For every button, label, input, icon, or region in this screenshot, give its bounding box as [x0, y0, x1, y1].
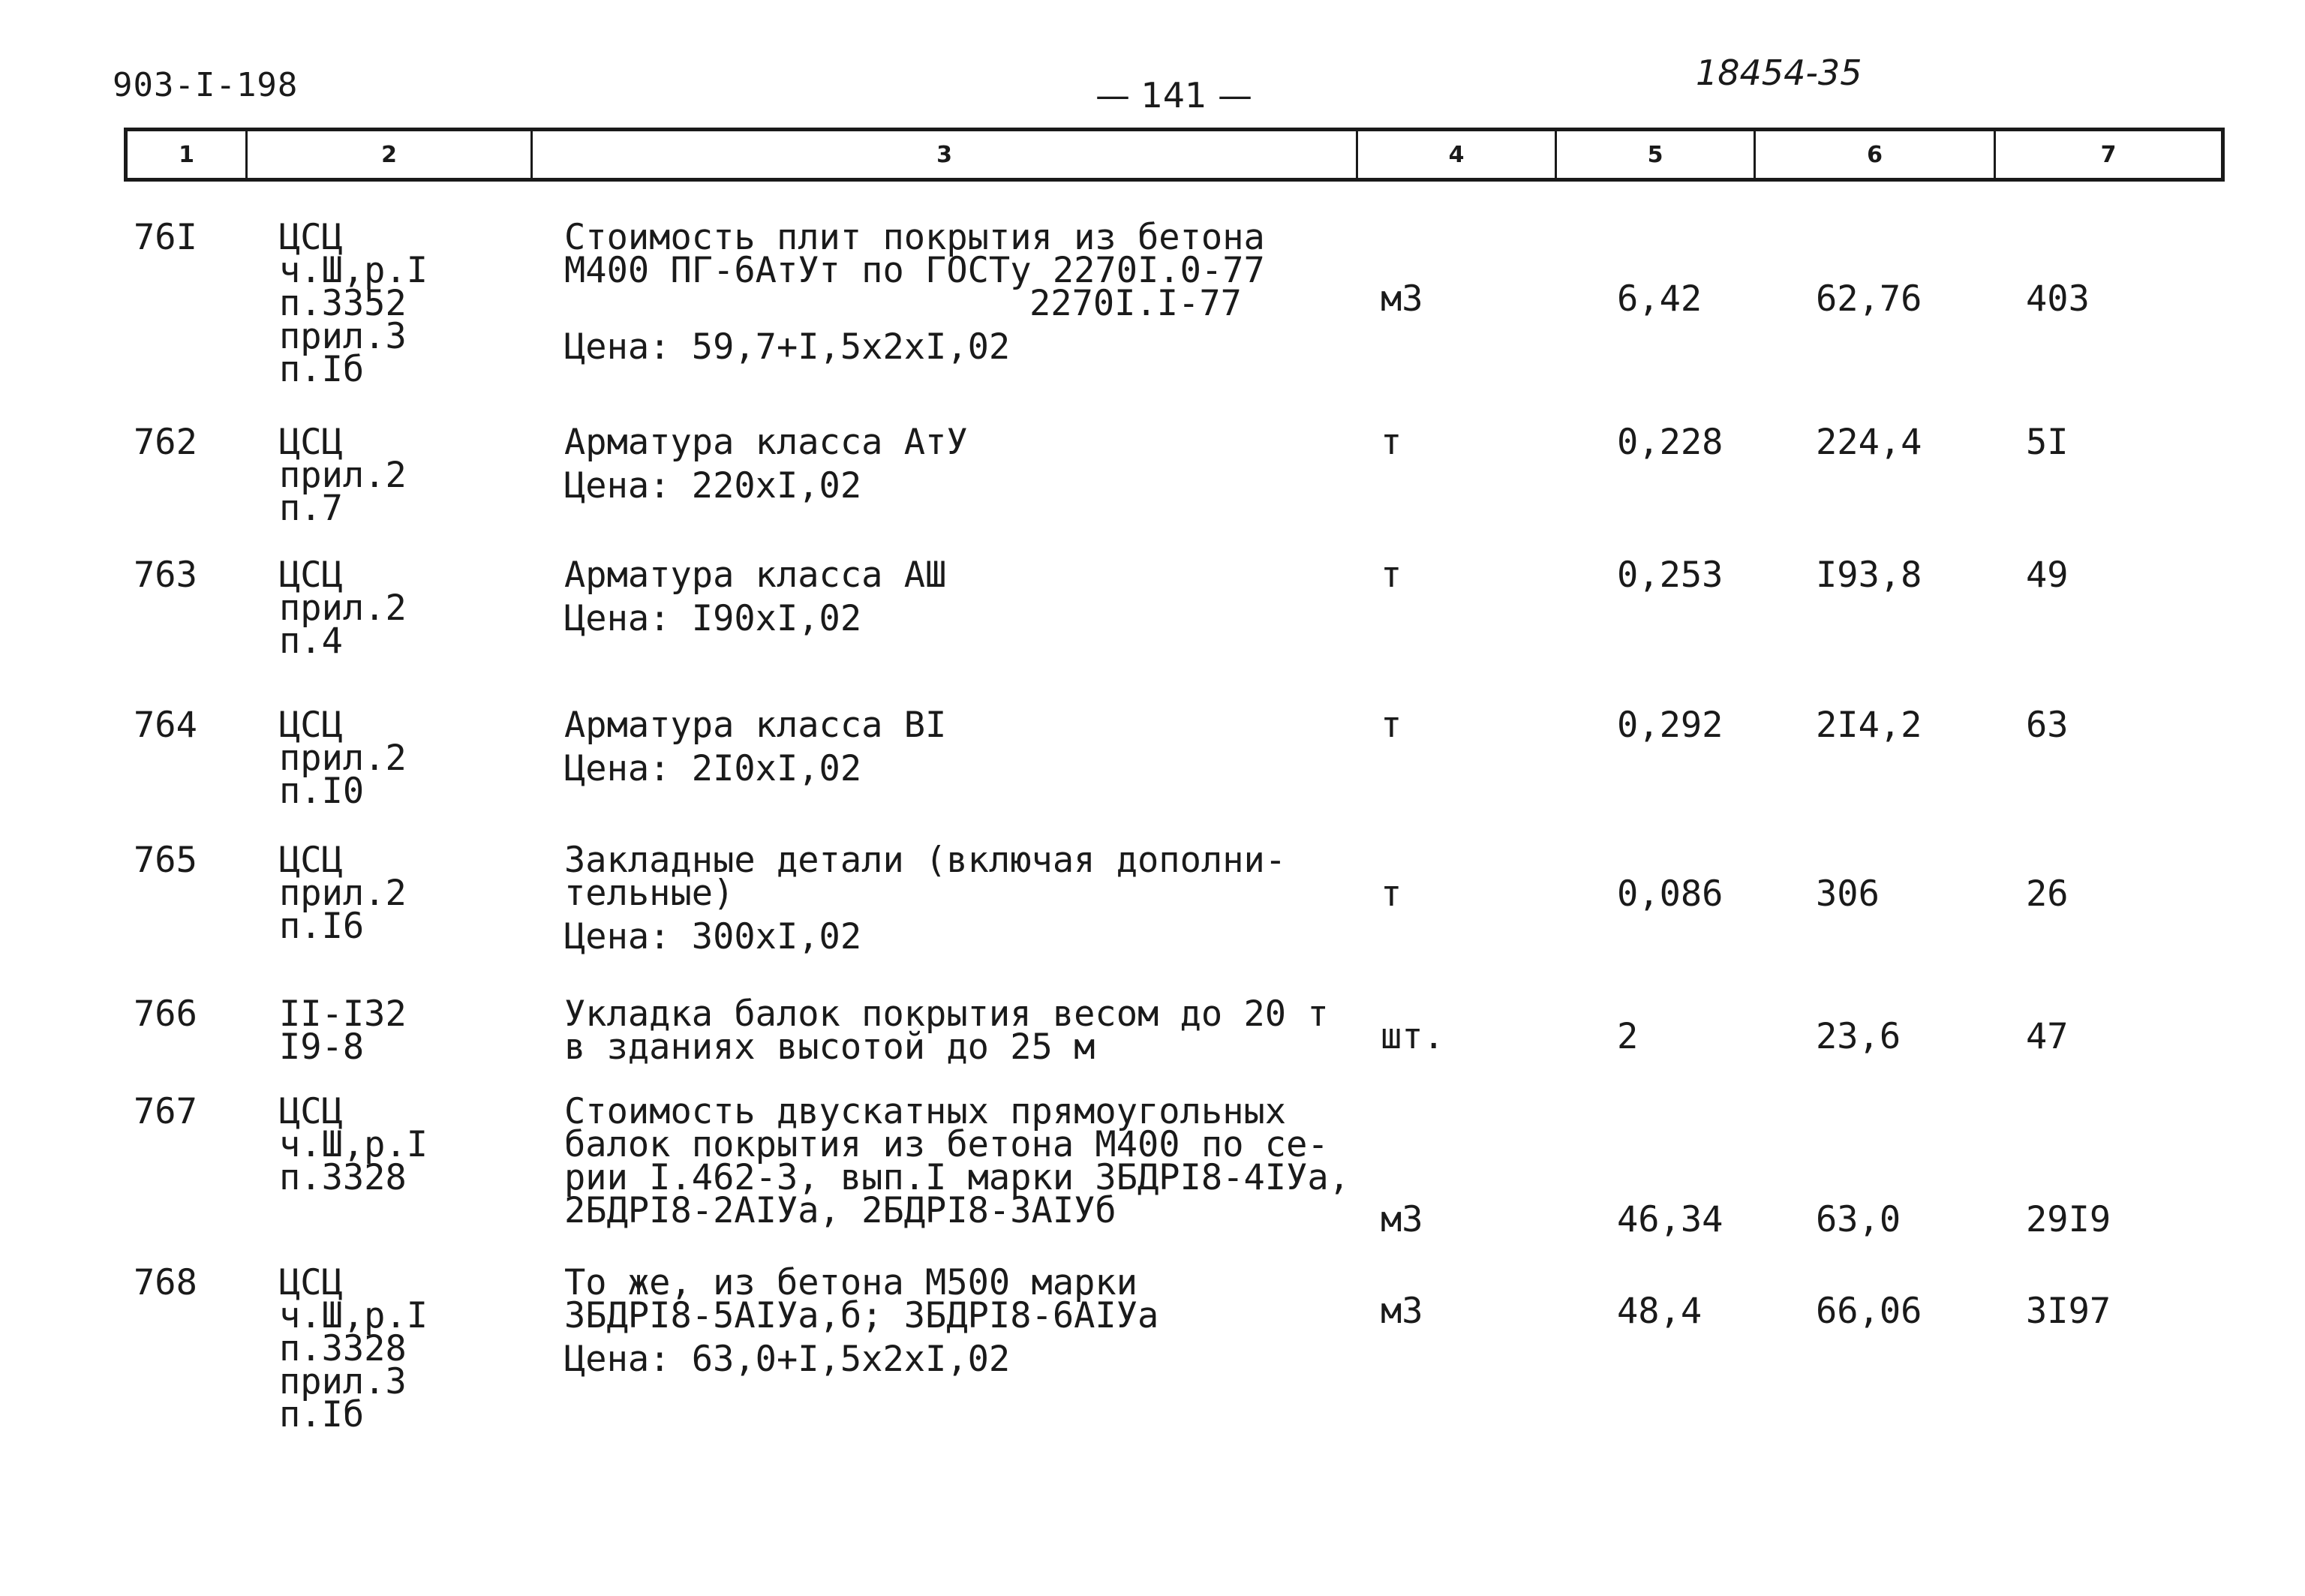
row-quantity: 0,253	[1617, 555, 1723, 596]
row-unit: м3	[1381, 278, 1423, 320]
column-header-row	[124, 128, 2225, 182]
row-number: 768	[134, 1262, 197, 1303]
description-line: Стоимость плит покрытия из бетона	[564, 217, 1265, 258]
row-number: 766	[134, 993, 197, 1035]
row-description	[564, 217, 1265, 368]
reference-number: 18454-35	[1696, 53, 1862, 93]
row-total: 49	[2026, 555, 2069, 596]
column-header-3: 3	[533, 131, 1358, 178]
column-header-4: 4	[1358, 131, 1557, 178]
row-source: ЦСЦ прил.2 п.7	[279, 422, 407, 529]
row-unit-price: 2I4,2	[1816, 705, 1922, 746]
row-unit: т	[1381, 422, 1402, 463]
row-quantity: 2	[1617, 1016, 1639, 1057]
row-unit-price: 62,76	[1816, 278, 1922, 320]
row-number: 765	[134, 840, 197, 881]
column-header-5: 5	[1557, 131, 1756, 178]
row-description	[564, 1091, 1350, 1231]
row-unit: т	[1381, 705, 1402, 746]
page-number: — 141 —	[1095, 75, 1253, 116]
description-line: М400 ПГ-6АтУт по ГОСТу 2270I.0-77	[564, 250, 1265, 291]
row-total: 47	[2026, 1016, 2069, 1057]
row-source: ЦСЦ прил.2 п.I0	[279, 705, 407, 812]
row-total: 403	[2026, 278, 2090, 320]
row-total: 63	[2026, 705, 2069, 746]
description-line: в зданиях высотой до 25 м	[564, 1026, 1095, 1068]
row-number: 76I	[134, 217, 197, 258]
row-unit-price: I93,8	[1816, 555, 1922, 596]
row-unit: т	[1381, 873, 1402, 915]
description-line: Арматура класса АтУ	[564, 422, 968, 463]
row-quantity: 0,228	[1617, 422, 1723, 463]
price-formula: Цена: 2I0хI,02	[564, 748, 862, 789]
row-source: ЦСЦ прил.2 п.I6	[279, 840, 407, 947]
row-description	[564, 993, 1329, 1068]
column-header-7: 7	[2100, 141, 2117, 168]
document-code: 903-I-198	[113, 66, 299, 104]
column-header-6: 6	[1756, 131, 1996, 178]
row-total: 5I	[2026, 422, 2069, 463]
row-number: 767	[134, 1091, 197, 1132]
row-source: ЦСЦ прил.2 п.4	[279, 555, 407, 662]
price-formula: Цена: 300хI,02	[564, 916, 862, 957]
row-unit: м3	[1381, 1291, 1423, 1332]
row-quantity: 46,34	[1617, 1199, 1723, 1240]
row-unit: т	[1381, 555, 1402, 596]
row-unit-price: 23,6	[1816, 1016, 1901, 1057]
row-number: 764	[134, 705, 197, 746]
row-unit-price: 224,4	[1816, 422, 1922, 463]
row-total: 29I9	[2026, 1199, 2111, 1240]
row-description	[564, 1262, 1159, 1380]
description-line: Закладные детали (включая дополни-	[564, 840, 1287, 881]
row-description	[564, 422, 968, 506]
description-line: Арматура класса BI	[564, 705, 947, 746]
row-source: ЦСЦ ч.Ш,р.I п.3328	[279, 1091, 428, 1198]
row-number: 762	[134, 422, 197, 463]
price-formula: Цена: 220хI,02	[564, 465, 862, 506]
description-line: Арматура класса АШ	[564, 555, 947, 596]
row-description	[564, 555, 947, 639]
row-quantity: 48,4	[1617, 1291, 1702, 1332]
description-line: балок покрытия из бетона М400 по се-	[564, 1124, 1329, 1165]
description-line: То же, из бетона М500 марки	[564, 1262, 1138, 1303]
column-header-2: 2	[248, 131, 533, 178]
row-unit-price: 66,06	[1816, 1291, 1922, 1332]
row-source: II-I32 I9-8	[279, 993, 407, 1068]
row-unit-price: 306	[1816, 873, 1880, 915]
row-total: 3I97	[2026, 1291, 2111, 1332]
row-number: 763	[134, 555, 197, 596]
price-formula: Цена: I90хI,02	[564, 598, 862, 639]
row-source: ЦСЦ ч.Ш,р.I п.3352 прил.3 п.Iб	[279, 217, 428, 390]
row-quantity: 0,292	[1617, 705, 1723, 746]
description-line: Укладка балок покрытия весом до 20 т	[564, 993, 1329, 1035]
row-quantity: 0,086	[1617, 873, 1723, 915]
description-line: рии I.462-3, вып.I марки 3БДРI8-4IУа,	[564, 1157, 1350, 1198]
row-quantity: 6,42	[1617, 278, 1702, 320]
description-line: 2БДРI8-2АIУа, 2БДРI8-3АIУб	[564, 1190, 1116, 1231]
row-unit: шт.	[1381, 1016, 1444, 1057]
description-line: Стоимость двускатных прямоугольных	[564, 1091, 1287, 1132]
price-formula: Цена: 63,0+I,5х2хI,02	[564, 1339, 1011, 1380]
description-line: 2270I.I-77	[1029, 283, 1242, 324]
row-description	[564, 705, 947, 789]
description-line: тельные)	[564, 873, 735, 914]
column-header-1: 1	[128, 131, 248, 178]
row-description	[564, 840, 1287, 957]
description-line: 3БДРI8-5АIУа,б; 3БДРI8-6АIУа	[564, 1295, 1159, 1336]
row-source: ЦСЦ ч.Ш,р.I п.3328 прил.3 п.Iб	[279, 1262, 428, 1435]
row-total: 26	[2026, 873, 2069, 915]
price-formula: Цена: 59,7+I,5х2хI,02	[564, 326, 1011, 368]
row-unit-price: 63,0	[1816, 1199, 1901, 1240]
row-unit: м3	[1381, 1199, 1423, 1240]
